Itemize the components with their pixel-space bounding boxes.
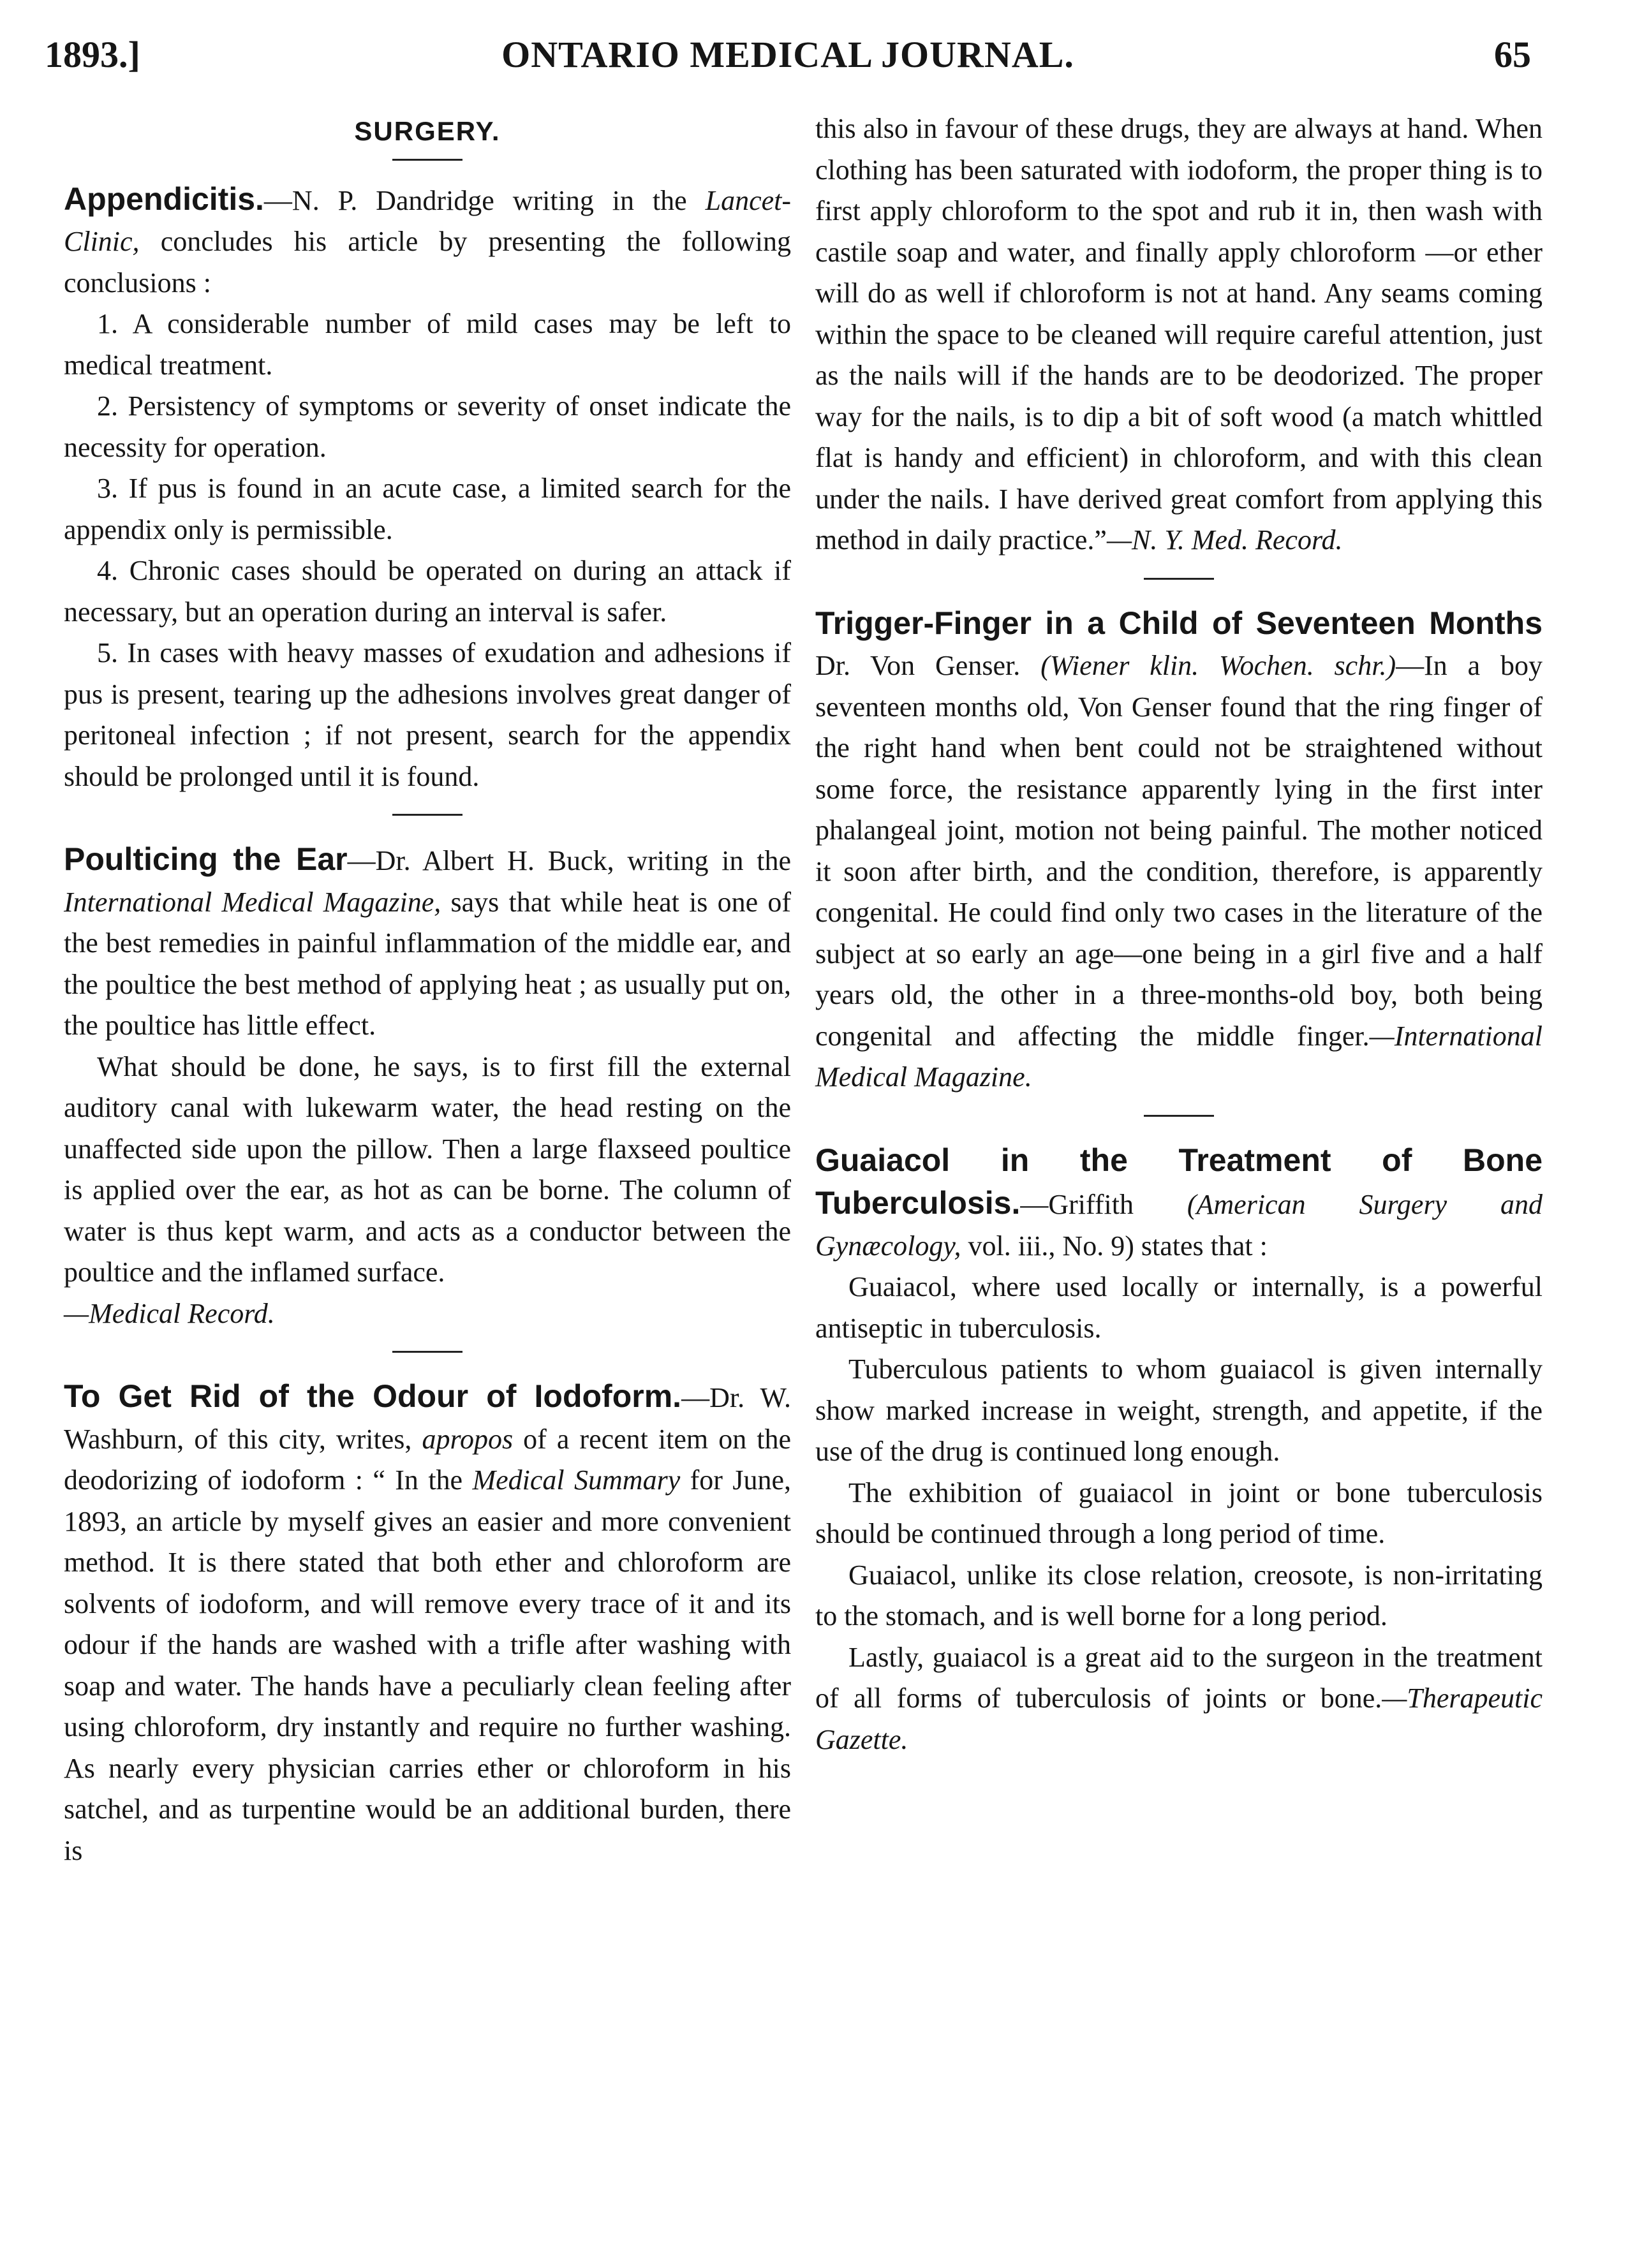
apropos-text: apropos <box>422 1423 514 1455</box>
iodoform-continued <box>815 108 1543 561</box>
page-number: 65 <box>1494 34 1531 75</box>
conclusion-item: 2. Persistency of symptoms or severity of onset indicate the necessity for operation. <box>64 390 791 463</box>
poulticing-intro <box>64 839 791 1047</box>
appendicitis-intro <box>64 179 791 304</box>
guaiacol-last-text: Lastly, guaiacol is a great aid to the surgeon in the treatment of all forms of tuberculosis of joints or bone. <box>815 1641 1543 1714</box>
journal-title: ONTARIO MEDICAL JOURNAL. <box>501 34 1074 75</box>
source-international-medical-magazine: International Medical Magazine, <box>64 886 441 918</box>
divider <box>1144 578 1214 580</box>
source-medical-summary: Medical Summary <box>472 1464 681 1496</box>
trigger-credit: —International Medical Magazine. <box>815 1020 1543 1093</box>
article-title-guaiacol: Guaiacol in the Treatment of Bone Tuberculosis. <box>815 1142 1543 1221</box>
poulticing-intro-text-2: says that while heat is one of the best remedies in painful inflammation of the middle ear, and the poultice the best method of applying heat ; as usually put on, the poultice has little effect. <box>64 886 791 1041</box>
guaiacol-last-paragraph <box>815 1637 1543 1761</box>
iodoform-intro-text-2: of a recent item on the deodorizing of iodoform : “ In the <box>64 1423 791 1496</box>
guaiacol-paragraph: Tuberculous patients to whom guaiacol is given internally show marked increase in weight, strength, and appetite, if the use of the drug is continued long enough. <box>815 1353 1543 1467</box>
divider <box>1144 1115 1214 1117</box>
divider <box>392 814 463 816</box>
iodoform-intro-text: —Dr. W. Washburn, of this city, writes, <box>64 1382 791 1455</box>
divider <box>392 1351 463 1353</box>
source-american-surgery: (American Surgery and Gynæcology, <box>815 1189 1543 1262</box>
conclusion-item: 3. If pus is found in an acute case, a limited search for the appendix only is permissible. <box>64 473 791 545</box>
page-header <box>45 33 1531 84</box>
guaiacol-paragraph: Guaiacol, unlike its close relation, creosote, is non-irritating to the stomach, and is well borne for a long period. <box>815 1559 1543 1631</box>
article-title-poulticing: Poulticing the Ear <box>64 841 348 877</box>
trigger-finger-article <box>815 603 1543 1098</box>
guaiacol-paragraph: Guaiacol, where used locally or internally, is a powerful antiseptic in tuberculosis. <box>815 1271 1543 1344</box>
divider <box>392 159 463 161</box>
trigger-body-text: —In a boy seventeen months old, Von Genser found that the ring finger of the right hand when bent could not be straightened without some force, the resistance apparently lying in the first inter phalangeal joint, motion not being painful. The mother noticed it soon after birth, and the condition, therefore, is apparently congenital. He could find only two cases in the literature of the subject at so early an age—one being in a girl five and a half years old, the other in a three-months-old boy, both being congenital and affecting the middle finger. <box>815 650 1543 1052</box>
article-title-appendicitis: Appendicitis. <box>64 180 264 217</box>
guaiacol-intro <box>815 1140 1543 1267</box>
header-year: 1893.] <box>45 34 140 75</box>
article-title-iodoform: To Get Rid of the Odour of Iodoform. <box>64 1378 682 1414</box>
conclusion-item: 1. A considerable number of mild cases may be left to medical treatment. <box>64 308 791 381</box>
left-column <box>64 108 791 1871</box>
guaiacol-intro-text: —Griffith <box>1020 1189 1187 1220</box>
poulticing-intro-text: —Dr. Albert H. Buck, writing in the <box>347 845 791 876</box>
conclusion-item: 5. In cases with heavy masses of exudation and adhesions if pus is present, tearing up the adhesions involves great danger of peritoneal infection ; if not present, search for the appendix should be prolonged until it is found. <box>64 637 791 792</box>
poulticing-credit: —Medical Record. <box>64 1297 275 1329</box>
article-title-trigger-finger: Trigger-Finger in a Child of Seventeen Months <box>815 605 1543 641</box>
guaiacol-paragraph: The exhibition of guaiacol in joint or bone tuberculosis should be continued through a long period of time. <box>815 1476 1543 1549</box>
appendicitis-intro-text-2: concludes his article by presenting the following conclusions : <box>64 226 791 298</box>
guaiacol-credit: —Therapeutic Gazette. <box>815 1683 1543 1755</box>
appendicitis-intro-text: —N. P. Dandridge writing in the <box>263 184 687 216</box>
trigger-intro-text: Dr. Von Genser. <box>815 650 1041 681</box>
iodoform-continued-text: this also in favour of these drugs, they are always at hand. When clothing has been saturated with iodoform, the proper thing is to first apply chloroform to the spot and rub it in, then wash with castile soap and water, and finally apply chloroform —or ether will do as well if chloroform is not at hand. Any seams coming within the space to be cleaned will require careful attention, just as the nails will if the hands are to be deodorized. The proper way for the nails, is to dip a bit of soft wood (a match whittled flat is handy and efficient) in chloroform, and with this clean under the nails. I have derived great comfort from applying this method in daily practice.” <box>815 113 1543 556</box>
section-title: SURGERY. <box>354 116 501 146</box>
conclusion-item: 4. Chronic cases should be operated on during an attack if necessary, but an operation during an interval is safer. <box>64 555 791 628</box>
guaiacol-intro-text-2: vol. iii., No. 9) states that : <box>961 1230 1268 1262</box>
iodoform-intro <box>64 1376 791 1871</box>
iodoform-intro-text-3: for June, 1893, an article by myself gives an easier and more convenient method. It is there stated that both ether and chloroform are solvents of iodoform, and will remove every trace of it and its odour if the hands are washed with a trifle after washing with soap and water. The hands have a peculiarly clean feeling after using chloroform, dry instantly and require no further washing. As nearly every physician carries ether or chloroform in his satchel, and as turpentine would be an additional burden, there is <box>64 1464 791 1866</box>
iodoform-credit: —N. Y. Med. Record. <box>1106 524 1343 556</box>
right-column <box>815 108 1543 1760</box>
source-wiener-klin: (Wiener klin. Wochen. schr.) <box>1040 650 1396 681</box>
poulticing-paragraph: What should be done, he says, is to first fill the external auditory canal with lukewarm water, the head resting on the unaffected side upon the pillow. Then a large flaxseed poultice is applied over the ear, as hot as can be borne. The column of water is thus kept warm, and acts as a conductor between the poultice and the inflamed surface. <box>64 1050 791 1288</box>
source-lancet-clinic: Lancet-Clinic, <box>64 184 791 257</box>
